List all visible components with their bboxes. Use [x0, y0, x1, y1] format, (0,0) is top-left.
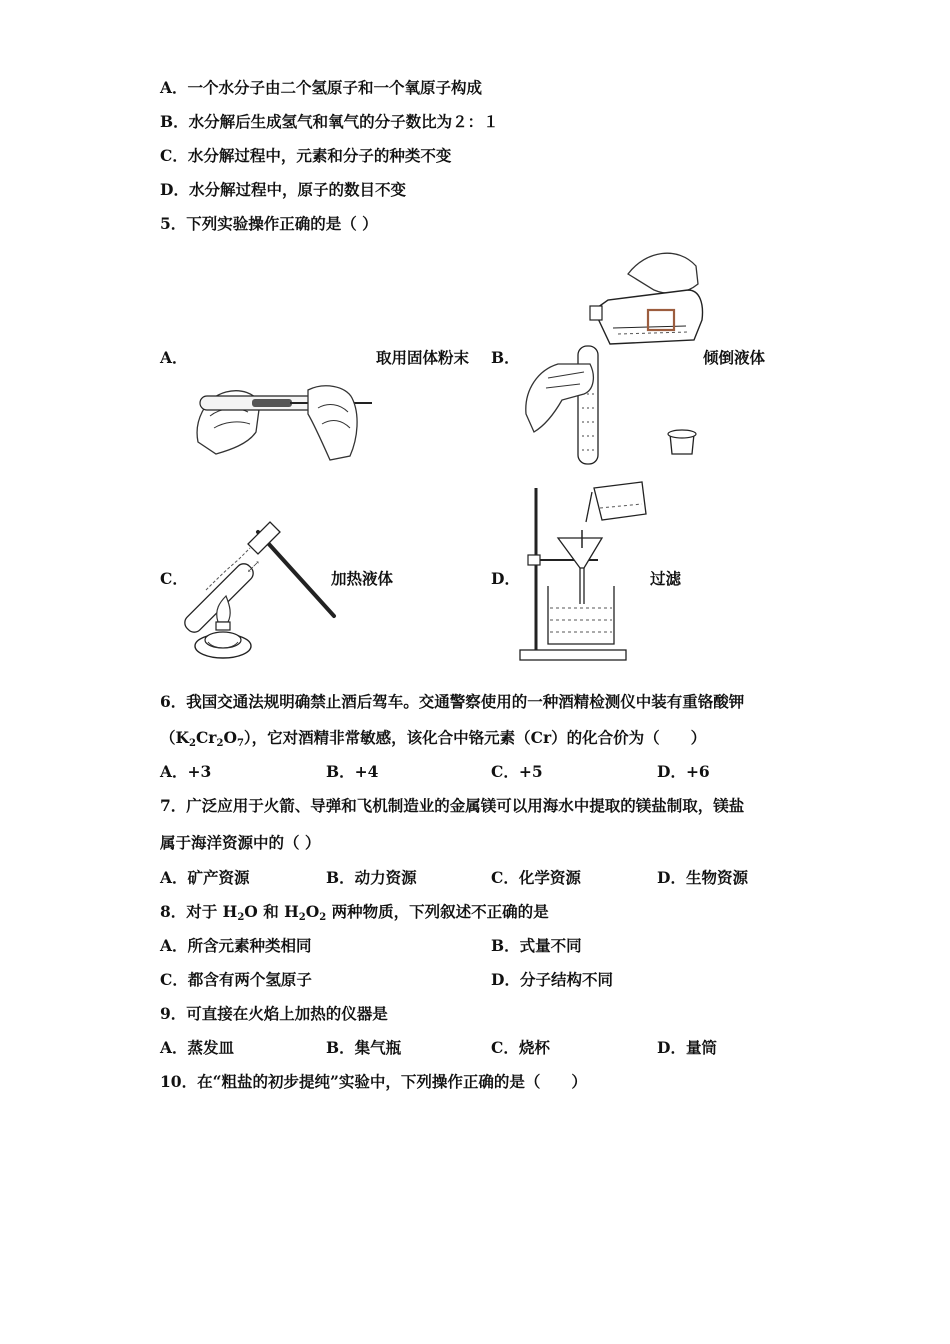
q6-option-d: D．+6 — [657, 762, 710, 781]
figure-heating-liquid — [186, 518, 336, 666]
q7-stem-line2: 属于海洋资源中的（ ） — [160, 833, 321, 852]
q7-option-c: C．化学资源 — [491, 868, 581, 887]
q4-option-a: A．一个水分子由二个氢原子和一个氧原子构成 — [160, 78, 483, 97]
q6-stem-rest: ），它对酒精非常敏感，该化合中铬元素（Cr）的化合价为（ ） — [243, 728, 707, 747]
q6-option-a: A．+3 — [160, 762, 212, 781]
q8-option-a: A．所含元素种类相同 — [160, 936, 312, 955]
q8-h2o2-sub2: 2 — [319, 912, 327, 923]
q6-formula-o-sub: 7 — [236, 738, 244, 749]
q5-option-c-letter: C． — [160, 569, 188, 588]
q6-option-c: C．+5 — [491, 762, 543, 781]
q4-option-c: C．水分解过程中，元素和分子的种类不变 — [160, 146, 452, 165]
q8-option-c: C．都含有两个氢原子 — [160, 970, 312, 989]
q5-option-a-caption: 取用固体粉末 — [376, 348, 470, 367]
q6-formula-cr-sub: 2 — [216, 738, 224, 749]
figure-filtration — [516, 478, 656, 664]
q5-stem: 5．下列实验操作正确的是（ ） — [160, 214, 378, 233]
figure-solid-powder — [190, 372, 380, 467]
q6-formula-k: （K — [160, 728, 189, 747]
q9-option-a: A．蒸发皿 — [160, 1038, 235, 1057]
q5-option-c-caption: 加热液体 — [331, 569, 394, 588]
q6-option-b: B．+4 — [326, 762, 379, 781]
q7-option-b: B．动力资源 — [326, 868, 417, 887]
svg-text:←→: ←→ — [245, 558, 263, 577]
q7-option-a: A．矿产资源 — [160, 868, 250, 887]
q7-option-d: D．生物资源 — [657, 868, 748, 887]
q6-stem-line1: 6．我国交通法规明确禁止酒后驾车。交通警察使用的一种酒精检测仪中装有重铬酸钾 — [160, 692, 745, 711]
q5-option-d-letter: D． — [491, 569, 520, 588]
q6-formula-o: O — [223, 728, 237, 747]
q8-option-d: D．分子结构不同 — [491, 970, 613, 989]
q6-formula-k-sub: 2 — [188, 738, 196, 749]
q8-stem-post: 两种物质，下列叙述不正确的是 — [326, 902, 549, 921]
q8-stem-mid1: O 和 H — [244, 902, 299, 921]
q9-stem: 9．可直接在火焰上加热的仪器是 — [160, 1004, 388, 1023]
figure-pouring-liquid — [518, 244, 718, 469]
q8-h2o-sub: 2 — [237, 912, 245, 923]
q9-option-b: B．集气瓶 — [326, 1038, 402, 1057]
q10-stem: 10．在“粗盐的初步提纯”实验中，下列操作正确的是（ ） — [160, 1072, 587, 1091]
q8-stem-pre: 8．对于 H — [160, 902, 238, 921]
q8-stem — [160, 902, 549, 928]
q4-option-d: D．水分解过程中，原子的数目不变 — [160, 180, 406, 199]
q8-option-b: B．式量不同 — [491, 936, 582, 955]
q8-stem-mid2: O — [305, 902, 320, 921]
q7-stem-line1: 7．广泛应用于火箭、导弹和飞机制造业的金属镁可以用海水中提取的镁盐制取，镁盐 — [160, 796, 745, 815]
q6-formula-cr: Cr — [195, 728, 217, 747]
q9-option-c: C．烧杯 — [491, 1038, 550, 1057]
q6-stem-line2 — [160, 728, 706, 754]
q8-h2o2-sub1: 2 — [298, 912, 306, 923]
q5-option-a-letter: A． — [160, 348, 188, 367]
q5-option-d-caption: 过滤 — [650, 569, 682, 588]
q5-option-b-letter: B． — [491, 348, 520, 367]
q4-option-b: B．水分解后生成氢气和氧气的分子数比为２：１ — [160, 112, 499, 131]
q9-option-d: D．量筒 — [657, 1038, 717, 1057]
q5-option-b-caption: 倾倒液体 — [703, 348, 766, 367]
